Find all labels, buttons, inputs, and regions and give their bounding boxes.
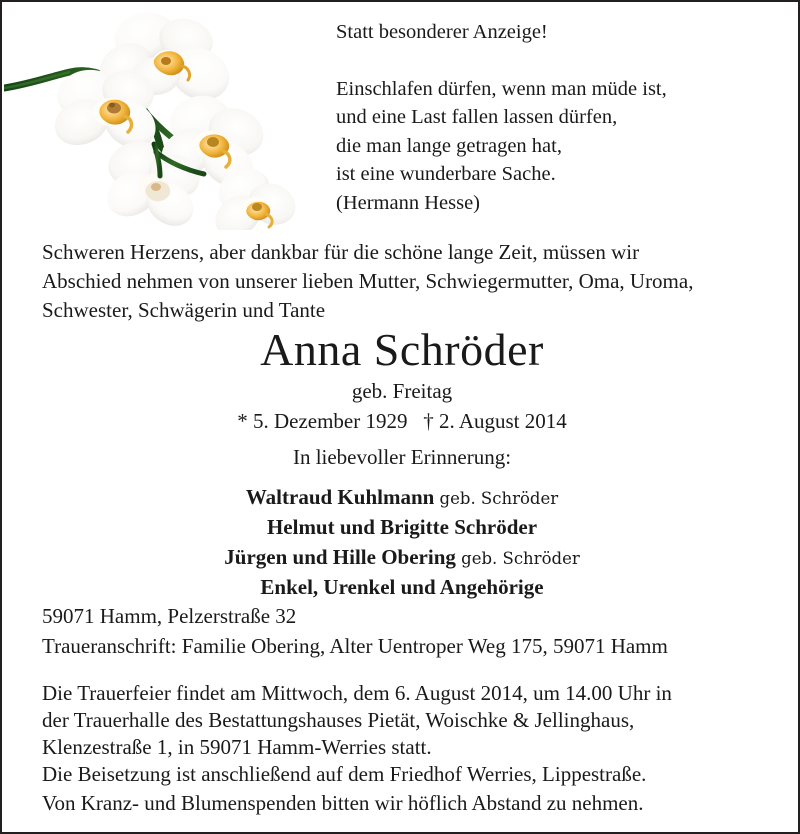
intro-line: Schweren Herzens, aber dankbar für die schöne lange Zeit, müssen wir bbox=[42, 240, 640, 264]
memorial-heading: In liebevoller Erinnerung: bbox=[292, 445, 512, 469]
family-list bbox=[2, 483, 800, 603]
verse-line: und eine Last fallen lassen dürfen, bbox=[336, 106, 618, 128]
service-details bbox=[42, 680, 782, 788]
family-entry bbox=[2, 573, 800, 603]
announcement-heading: Statt besonderer Anzeige! bbox=[336, 21, 548, 43]
verse-attribution: (Hermann Hesse) bbox=[336, 191, 481, 214]
residence-address: 59071 Hamm, Pelzerstraße 32 bbox=[42, 604, 297, 628]
header-block bbox=[336, 18, 776, 217]
family-entry-names: Enkel, Urenkel und Angehörige bbox=[260, 575, 544, 599]
intro-line: Schwester, Schwägerin und Tante bbox=[42, 298, 326, 322]
service-line: Die Beisetzung ist anschließend auf dem Friedhof Werries, Lippestraße. bbox=[42, 762, 647, 786]
family-entry-suffix: geb. Schröder bbox=[455, 549, 580, 568]
family-entry-names: Waltraud Kuhlmann bbox=[245, 485, 435, 509]
family-entry bbox=[2, 483, 800, 513]
white-orchid-image bbox=[4, 4, 304, 230]
intro-line: Abschied nehmen von unserer lieben Mutter, Schwiegermutter, Oma, Uroma, bbox=[42, 269, 694, 293]
service-line: der Trauerhalle des Bestattungshauses Pietät, Woischke & Jellinghaus, bbox=[42, 708, 635, 732]
deceased-maiden-name: geb. Freitag bbox=[351, 379, 453, 403]
service-line: Die Trauerfeier findet am Mittwoch, dem 6. August 2014, um 14.00 Uhr in bbox=[42, 681, 672, 705]
condolence-address: Traueranschrift: Familie Obering, Alter Uentroper Weg 175, 59071 Hamm bbox=[42, 634, 668, 658]
verse-line: ist eine wunderbare Sache. bbox=[336, 163, 556, 185]
family-entry bbox=[2, 513, 800, 543]
memorial-block bbox=[2, 443, 800, 603]
deceased-block bbox=[2, 324, 800, 435]
family-entry-suffix: geb. Schröder bbox=[434, 489, 559, 508]
closing-note bbox=[42, 789, 782, 817]
verse-line: Einschlafen dürfen, wenn man müde ist, bbox=[336, 77, 667, 100]
deceased-name: Anna Schröder bbox=[260, 324, 544, 375]
service-line: Klenzestraße 1, in 59071 Hamm-Werries statt. bbox=[42, 735, 432, 759]
verse-line: die man lange getragen hat, bbox=[336, 134, 562, 157]
address-block bbox=[42, 601, 782, 661]
family-entry bbox=[2, 543, 800, 573]
family-entry-names: Helmut und Brigitte Schröder bbox=[266, 515, 538, 539]
verse-block bbox=[336, 75, 776, 218]
family-entry-names: Jürgen und Hille Obering bbox=[224, 545, 456, 569]
deceased-life-dates: * 5. Dezember 1929 † 2. August 2014 bbox=[237, 409, 567, 433]
intro-paragraph bbox=[42, 238, 772, 325]
closing-line: Von Kranz- und Blumenspenden bitten wir höflich Abstand zu nehmen. bbox=[42, 791, 644, 815]
